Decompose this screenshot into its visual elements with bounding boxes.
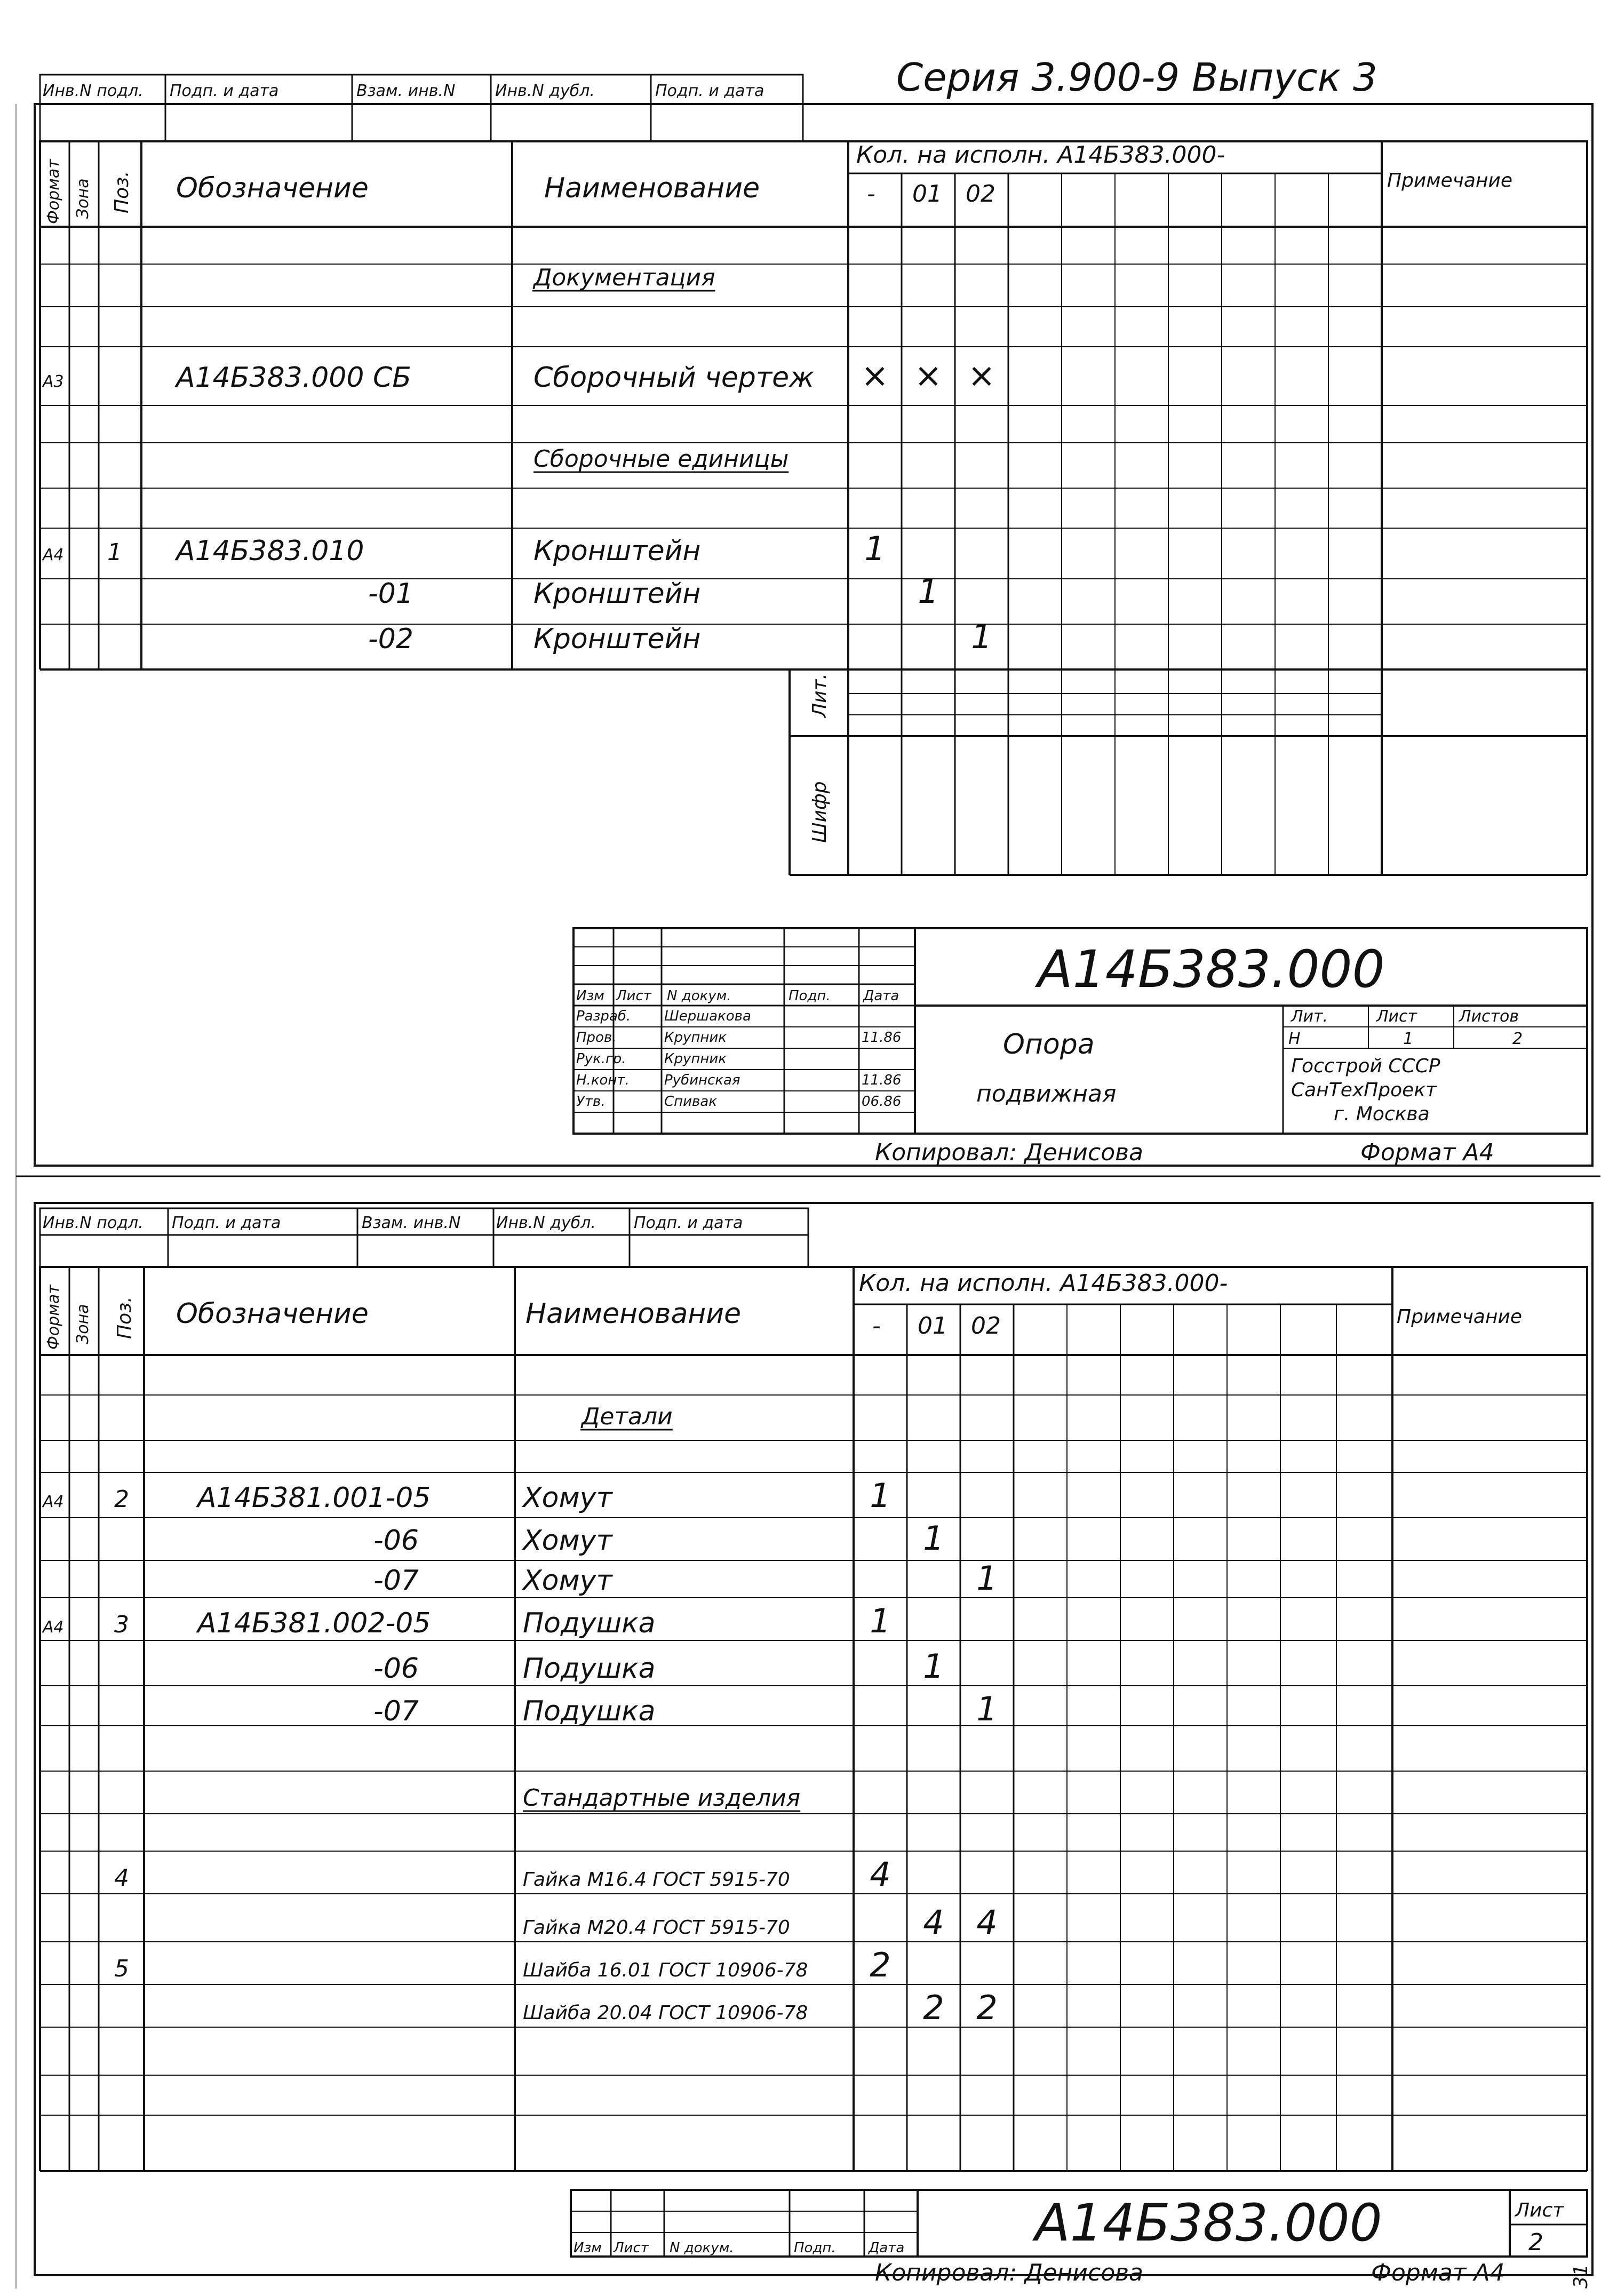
col-pos-header: Поз. — [114, 1296, 136, 1339]
tb-col-label: Дата — [869, 2240, 905, 2256]
row-pos: 5 — [114, 1955, 129, 1982]
col-qty-header: Кол. на исполн. А14Б383.000- — [856, 141, 1225, 169]
stamp-label: Подп. и дата — [170, 82, 279, 100]
copied-note: Копировал: Денисова — [875, 2259, 1144, 2286]
row-name: Подушка — [523, 1695, 656, 1727]
row-designation: -06 — [373, 1525, 419, 1557]
section-title: Документация — [533, 264, 715, 291]
tb-col-label: Изм — [573, 2240, 602, 2256]
tb-role: Н.конт. — [576, 1072, 630, 1088]
stamp-label: Подп. и дата — [172, 1214, 281, 1232]
tb-lit-value: Н — [1288, 1030, 1301, 1048]
row-designation: А14Б381.002-05 — [197, 1607, 431, 1639]
row-designation: -02 — [368, 623, 413, 655]
row-designation: -07 — [373, 1695, 419, 1727]
col-pos-header: Поз. — [111, 171, 133, 213]
doc-number: А14Б383.000 — [1035, 2193, 1382, 2253]
col-name-header: Наименование — [544, 172, 760, 204]
tb-role: Утв. — [576, 1094, 606, 1110]
row-name: Хомут — [523, 1525, 612, 1557]
sheet2-title-block — [571, 2190, 1587, 2257]
section-title: Стандартные изделия — [523, 1784, 801, 1812]
tb-col-label: Лист — [614, 2240, 649, 2256]
sheet1-rows — [42, 264, 995, 656]
row-qty: × — [914, 356, 942, 395]
section-title: Сборочные единицы — [533, 445, 789, 473]
col-note-header: Примечание — [1397, 1306, 1523, 1328]
row-name: Гайка М20.4 ГОСТ 5915-70 — [523, 1917, 790, 1939]
row-designation: А14Б383.010 — [176, 535, 364, 567]
stamp-label: Инв.N подл. — [43, 82, 144, 100]
tb-date: 11.86 — [862, 1030, 902, 1046]
row-qty: 4 — [923, 1903, 944, 1942]
col-variant: - — [867, 180, 875, 208]
org-line: г. Москва — [1334, 1103, 1430, 1125]
product-name-2: подвижная — [976, 1080, 1117, 1107]
stamp-label: Взам. инв.N — [362, 1214, 461, 1232]
stamp-label: Взам. инв.N — [356, 82, 456, 100]
row-qty: × — [968, 356, 995, 395]
copied-note: Копировал: Денисова — [875, 1139, 1144, 1166]
row-pos: 1 — [107, 539, 122, 566]
row-qty: 1 — [923, 1519, 944, 1558]
tb-date: 11.86 — [862, 1072, 902, 1088]
section-title: Детали — [582, 1403, 673, 1430]
row-designation: А14Б381.001-05 — [197, 1482, 431, 1514]
row-name: Сборочный чертеж — [533, 362, 814, 394]
stamp-label: Подп. и дата — [634, 1214, 743, 1232]
sheet1-spec-table — [40, 141, 1587, 875]
col-format-header: Формат — [44, 159, 63, 224]
tb-sheet-label: Лист — [1515, 2199, 1564, 2221]
row-name: Кронштейн — [533, 535, 701, 567]
row-qty: 4 — [870, 1855, 891, 1894]
tb-col-label: N докум. — [670, 2240, 734, 2256]
sheet1-stamp — [40, 75, 803, 141]
col-variant: 02 — [971, 1312, 1001, 1340]
format-note: Формат А4 — [1360, 1139, 1494, 1166]
col-name-header: Наименование — [525, 1298, 742, 1330]
row-name: Шайба 20.04 ГОСТ 10906-78 — [523, 2002, 808, 2024]
row-format: A4 — [43, 1493, 64, 1511]
row-name: Гайка М16.4 ГОСТ 5915-70 — [523, 1869, 790, 1891]
tb-sheet-value: 2 — [1528, 2229, 1543, 2256]
row-name: Хомут — [523, 1482, 612, 1514]
col-variant: 01 — [918, 1312, 947, 1340]
row-name: Хомут — [523, 1565, 612, 1597]
row-name: Шайба 16.01 ГОСТ 10906-78 — [523, 1959, 808, 1981]
row-designation: -07 — [373, 1565, 419, 1597]
tb-person: Шершакова — [664, 1008, 751, 1024]
row-qty: 4 — [976, 1903, 998, 1942]
row-qty: 2 — [870, 1946, 891, 1984]
tb-sheet-label: Лист — [1376, 1007, 1417, 1026]
row-qty: 2 — [923, 1988, 944, 2027]
org-line: Госстрой СССР — [1291, 1055, 1440, 1077]
tb-col-label: Подп. — [794, 2240, 836, 2256]
tb-person: Спивак — [664, 1094, 718, 1110]
tb-date: 06.86 — [862, 1094, 902, 1110]
row-name: Подушка — [523, 1607, 656, 1639]
sheet2-stamp — [40, 1208, 808, 1267]
row-qty: 1 — [918, 572, 939, 611]
sheet2-frame — [35, 1203, 1592, 2275]
product-name: Опора — [1003, 1029, 1095, 1061]
margin-number: 31 — [1570, 2264, 1592, 2289]
row-name: Кронштейн — [533, 623, 701, 655]
row-format: A3 — [43, 372, 64, 391]
tb-col-label: Лист — [616, 988, 651, 1004]
row-qty: 1 — [870, 1601, 891, 1640]
col-designation-header: Обозначение — [176, 1298, 369, 1330]
col-designation-header: Обозначение — [176, 172, 369, 204]
row-qty: 2 — [976, 1988, 998, 2027]
row-name: Подушка — [523, 1653, 656, 1685]
row-qty: 1 — [971, 617, 992, 656]
col-format-header: Формат — [44, 1285, 63, 1350]
tb-col-label: N докум. — [667, 988, 731, 1004]
col-note-header: Примечание — [1387, 170, 1513, 192]
row-designation: -01 — [368, 578, 413, 610]
row-format: A4 — [43, 1618, 64, 1637]
tb-person: Крупник — [664, 1051, 727, 1067]
lit-label: Лит. — [809, 673, 831, 718]
row-pos: 4 — [114, 1864, 129, 1892]
stamp-label: Инв.N подл. — [43, 1214, 144, 1232]
tb-sheets-label: Листов — [1459, 1007, 1519, 1026]
col-zone-header: Зона — [74, 1304, 92, 1344]
tb-col-label: Подп. — [788, 988, 831, 1004]
col-zone-header: Зона — [74, 178, 92, 219]
tb-person: Рубинская — [664, 1072, 740, 1088]
series-header: Серия 3.900-9 Выпуск 3 — [896, 55, 1377, 100]
tb-role: Разраб. — [576, 1008, 631, 1024]
row-qty: 1 — [976, 1689, 998, 1728]
row-designation: -06 — [373, 1653, 419, 1685]
stamp-label: Инв.N дубл. — [496, 1214, 596, 1232]
doc-number: А14Б383.000 — [1038, 939, 1385, 999]
row-qty: 1 — [870, 1476, 891, 1515]
sheet2-spec-table — [40, 1267, 1587, 2171]
row-format: A4 — [43, 546, 64, 564]
col-variant: - — [872, 1312, 881, 1340]
row-pos: 3 — [114, 1611, 129, 1638]
col-variant: 01 — [912, 180, 942, 208]
tb-person: Крупник — [664, 1030, 727, 1046]
row-name: Кронштейн — [533, 578, 701, 610]
stamp-label: Подп. и дата — [655, 82, 764, 100]
tb-lit-label: Лит. — [1291, 1007, 1328, 1026]
col-qty-header: Кол. на исполн. А14Б383.000- — [859, 1270, 1228, 1297]
tb-col-label: Изм — [576, 988, 604, 1004]
col-variant: 02 — [966, 180, 995, 208]
sheet1-title-block — [573, 928, 1587, 1134]
row-designation: А14Б383.000 СБ — [176, 362, 411, 394]
row-pos: 2 — [114, 1486, 129, 1513]
tb-role: Рук.гр. — [576, 1051, 626, 1067]
tb-col-label: Дата — [863, 988, 899, 1004]
shifr-label: Шифр — [809, 781, 831, 843]
row-qty: × — [861, 356, 889, 395]
tb-role: Пров. — [576, 1030, 617, 1046]
row-qty: 1 — [976, 1559, 998, 1598]
row-qty: 1 — [864, 529, 886, 568]
stamp-label: Инв.N дубл. — [495, 82, 595, 100]
tb-sheets-value: 2 — [1512, 1030, 1523, 1048]
org-line: СанТехПроект — [1291, 1079, 1437, 1101]
tb-sheet-value: 1 — [1403, 1030, 1414, 1048]
format-note: Формат А4 — [1371, 2259, 1505, 2286]
row-qty: 1 — [923, 1647, 944, 1686]
